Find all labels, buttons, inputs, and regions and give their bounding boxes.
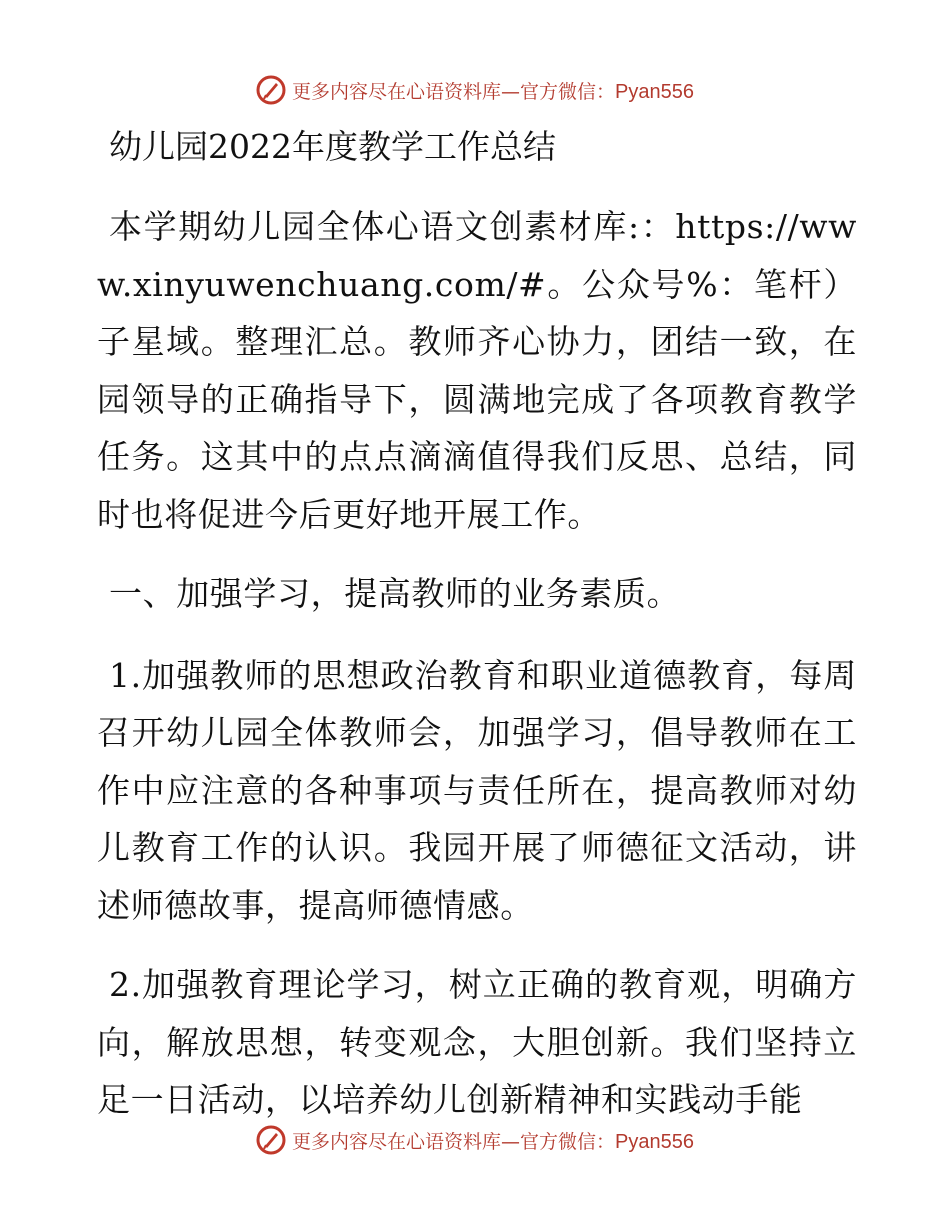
watermark-text: [292, 77, 694, 104]
list-item-1: 1.加强教师的思想政治教育和职业道德教育，每周召开幼儿园全体教师会，加强学习，倡导教师在工作中应注意的各种事项与责任所在，提高教师对幼儿教育工作的认识。我园开展了师德征文活动，讲述师德故事，提高师德情感。: [97, 655, 857, 925]
document-body: [97, 118, 857, 1151]
intro-paragraph: 本学期幼儿园全体心语文创素材库:：https://www.xinyuwenchuang.com/#。公众号%：笔杆）子星域。整理汇总。教师齐心协力，团结一致，在园领导的正确指导下，圆满地完成了各项教育教学任务。这其中的点点滴滴值得我们反思、总结，同时也将促进今后更好地开展工作。: [97, 207, 857, 534]
list-item-2: 2.加强教育理论学习，树立正确的教育观，明确方向，解放思想，转变观念，大胆创新。我们坚持立足一日活动，以培养幼儿创新精神和实践动手能: [97, 965, 857, 1119]
document-title: 幼儿园2022年度教学工作总结: [109, 127, 556, 166]
feather-pen-logo-icon: [256, 75, 286, 105]
footer-watermark: [0, 1120, 950, 1160]
header-watermark: [0, 70, 950, 110]
watermark-label: 更多内容尽在心语资料库—官方微信：: [292, 1130, 616, 1153]
watermark-wechat-id: Pyan556: [615, 1130, 694, 1153]
section-heading: 一、加强学习，提高教师的业务素质。: [109, 574, 681, 613]
watermark-wechat-id: Pyan556: [615, 80, 694, 103]
feather-pen-logo-icon: [256, 1125, 286, 1155]
watermark-label: 更多内容尽在心语资料库—官方微信：: [292, 80, 616, 103]
watermark-text: [292, 1127, 694, 1154]
